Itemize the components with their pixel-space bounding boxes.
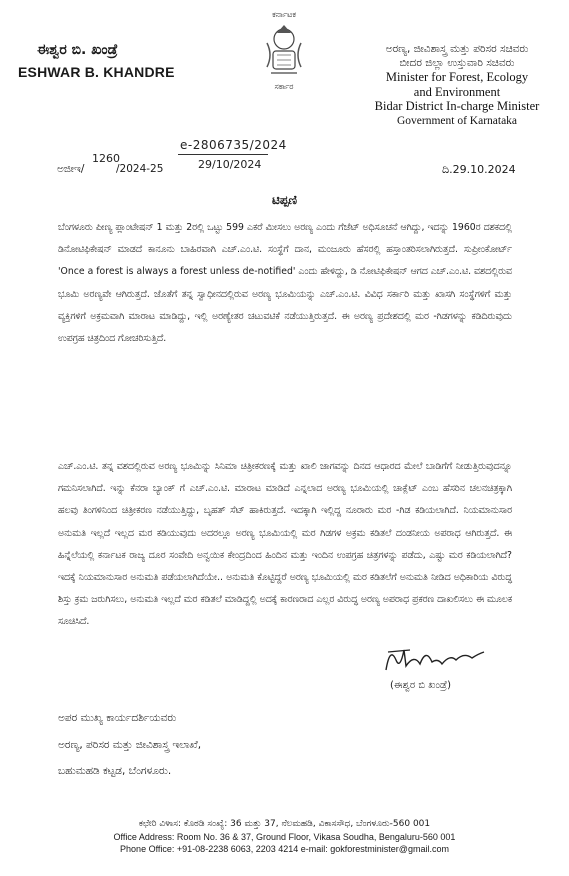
designation-english-1: Minister for Forest, Ecology <box>385 70 529 84</box>
designation-english-4: Government of Karnataka <box>396 114 518 127</box>
footer-address-kannada: ಕಛೇರಿ ವಿಳಾಸ: ಕೊಠಡಿ ಸಂಖ್ಯೆ: 36 ಮತ್ತು 37, ನೆಲಮಹಡಿ, ವಿಕಾಸಸೌಧ, ಬೆಂಗಳೂರು-560 001 <box>138 819 431 829</box>
emblem-bottom-text: ಸರ್ಕಾರ <box>274 82 294 91</box>
handwritten-underline <box>178 154 268 155</box>
designation-kannada-2: ಬೀದರ ಜಿಲ್ಲಾ ಉಸ್ತುವಾರಿ ಸಚಿವರು <box>399 57 515 69</box>
footer-office-address: Office Address: Room No. 36 & 37, Ground Floor, Vikasa Soudha, Bengaluru-560 001 <box>113 832 456 842</box>
emblem-top-text: ಕರ್ನಾಟಕ <box>272 10 296 19</box>
reference-label: ಅಜೀಇ/ <box>57 163 85 175</box>
minister-name-english: ESHWAR B. KHANDRE <box>18 64 175 80</box>
office-footer <box>0 818 569 855</box>
designation-kannada-1: ಅರಣ್ಯ, ಜೀವಿಶಾಸ್ತ್ರ ಮತ್ತು ಪರಿಸರ ಸಚಿವರು <box>385 43 529 55</box>
minister-designation <box>352 42 562 128</box>
handwritten-file-ref: e-2806735/2024 <box>180 138 287 152</box>
handwritten-date: 29/10/2024 <box>198 158 262 171</box>
designation-english-2: and Environment <box>413 84 501 99</box>
document-title: ಟಿಪ್ಪಣಿ <box>272 193 297 207</box>
signature-icon <box>380 640 490 676</box>
addressee-line-1: ಅಪರ ಮುಖ್ಯ ಕಾರ್ಯದರ್ಶಿಯವರು <box>58 712 177 724</box>
letter-date: ದಿ.29.10.2024 <box>442 163 516 176</box>
minister-name-kannada: ಈಶ್ವರ ಬಿ. ಖಂಡ್ರೆ <box>37 42 118 58</box>
designation-english-3: Bidar District In-charge Minister <box>374 99 540 113</box>
addressee-line-2: ಅರಣ್ಯ, ಪರಿಸರ ಮತ್ತು ಜೀವಿಶಾಸ್ತ್ರ ಇಲಾಖೆ, <box>58 739 202 751</box>
reference-year: /2024-25 <box>116 163 164 175</box>
karnataka-emblem-icon <box>253 5 315 97</box>
handwritten-number: 1260 <box>92 152 120 165</box>
signatory-name: (ಈಶ್ವರ ಬಿ ಖಂಡ್ರೆ) <box>390 680 452 691</box>
body-paragraph-2: ಎಚ್.ಎಂ.ಟಿ. ತನ್ನ ವಶದಲ್ಲಿರುವ ಅರಣ್ಯ ಭೂಮಿನ್ನು ಸಿನಿಮಾ ಚಿತ್ರೀಕರಣಕ್ಕೆ ಮತ್ತು ಖಾಲಿ ಜಾಗವನ್ನು ದಿನದ ಆಧಾರದ ಮೇಲೆ ಬಾಡಿಗೆಗೆ ನೀಡುತ್ತಿರುವುದನ್ನೂ ಗಮನಿಸಲಾಗಿದೆ. ಇನ್ನು ಕೆನರಾ ಬ್ಯಾಂಕ್ ಗೆ ಎಚ್.ಎಂ.ಟಿ. ಮಾರಾಟ ಮಾಡಿದೆ ಎನ್ನಲಾದ ಅರಣ್ಯ ಭೂಮಿಯಲ್ಲಿ ಚಾಕ್ಲೆಟ್ ಎಂಬ ಹೆಸರಿನ ಚಲನಚಿತ್ರಕ್ಕಾಗಿ ಹಲವು ತಿಂಗಳಿನಿಂದ ಚಿತ್ರೀಕರಣ ನಡೆಯುತ್ತಿದ್ದು, ಬೃಹತ್ ಸೆಟ್ ಹಾಕಿರುತ್ತದೆ. ಇದಕ್ಕಾಗಿ ಇಲ್ಲಿದ್ದ ನೂರಾರು ಮರ -ಗಿಡ ಕಡಿಯಲಾಗಿದೆ. ನಿಯಮಾನುಸಾರ ಅನುಮತಿ ಇಲ್ಲದೆ ಇಲ್ಲದ ಮರ ಕಡಿಯುವುದು ಅದರಲ್ಲೂ ಅರಣ್ಯ ಭೂಮಿಯಲ್ಲಿ ಮರ ಗಿಡಗಳ ಅಕ್ರಮ ಕಡಿತಲೆ ದಂಡನೀಯ ಅಪರಾಧ ಆಗಿರುತ್ತದೆ. ಈ ಹಿನ್ನೆಲೆಯಲ್ಲಿ ಕರ್ನಾಟಕ ರಾಜ್ಯ ದೂರ ಸಂವೇದಿ ಅನ್ವಯಿಕ ಕೇಂದ್ರದಿಂದ ಹಿಂದಿನ ಮತ್ತು ಇಂದಿನ ಉಪಗ್ರಹ ಚಿತ್ರಗಳನ್ನು ಪಡೆದು, ಎಷ್ಟು ಮರ ಕಡಿಯಲಾಗಿದೆ? ಇದಕ್ಕೆ ನಿಯಮಾನುಸಾರ ಅನುಮತಿ ಪಡೆಯಲಾಗಿದೆಯೇ.. ಅನುಮತಿ ಕೊಟ್ಟಿದ್ದರೆ ಅರಣ್ಯ ಭೂಮಿಯಲ್ಲಿ ಮರ ಕಡಿತಲೆಗೆ ಅನುಮತಿ ನೀಡಿದ ಅಧಿಕಾರಿಯ ವಿರುದ್ಧ ಶಿಸ್ತು ಕ್ರಮ ಜರುಗಿಸಲು, ಅನುಮತಿ ಇಲ್ಲದೆ ಮರ ಕಡಿತಲೆ ಮಾಡಿದ್ದಲ್ಲಿ ಅದಕ್ಕೆ ಕಾರಣರಾದ ಎಲ್ಲರ ವಿರುದ್ಧ ಅರಣ್ಯ ಅಪರಾಧ ಪ್ರಕರಣ ದಾಖಲಿಸಲು ಈ ಮೂಲಕ ಸೂಚಿಸಿದೆ. <box>58 461 512 628</box>
footer-phone-email: Phone Office: +91-08-2238 6063, 2203 4214 e-mail: gokforestminister@gmail.com <box>120 844 449 854</box>
body-paragraph-1: ಬೆಂಗಳೂರು ಪೀಣ್ಯ ಪ್ಲಾಂಟೇಷನ್ 1 ಮತ್ತು 2ರಲ್ಲಿ ಒಟ್ಟು 599 ಎಕರೆ ಮೀಸಲು ಅರಣ್ಯ ಎಂದು ಗೆಜೆಟ್ ಅಧಿಸೂಚನೆ ಆಗಿದ್ದು, ಇದನ್ನು 1960ರ ದಶಕದಲ್ಲಿ ಡಿನೋಟಿಫಿಕೇಷನ್ ಮಾಡದೆ ಕಾನೂನು ಬಾಹಿರವಾಗಿ ಎಚ್.ಎಂ.ಟಿ. ಸಂಸ್ಥೆಗೆ ದಾನ, ಮಂಜೂರು ಹೆಸರಲ್ಲಿ ಹಸ್ತಾಂತರಿಸಲಾಗಿರುತ್ತದೆ. ಸುಪ್ರೀಂಕೋರ್ಟ್ 'Once a forest is always a forest unless de-notified' ಎಂದು ಹೇಳಿದ್ದು, ಡಿ ನೋಟಿಫಿಕೇಷನ್ ಆಗದ ಎಚ್.ಎಂ.ಟಿ. ವಶದಲ್ಲಿರುವ ಭೂಮಿ ಅರಣ್ಯವೇ ಆಗಿರುತ್ತದೆ. ಜೊತೆಗೆ ತನ್ನ ಸ್ವಾಧೀನದಲ್ಲಿರುವ ಅರಣ್ಯ ಭೂಮಿಯನ್ನು ಎಚ್.ಎಂ.ಟಿ. ವಿವಿಧ ಸರ್ಕಾರಿ ಮತ್ತು ಖಾಸಗಿ ಸಂಸ್ಥೆಗಳಿಗೆ ಮತ್ತು ವ್ಯಕ್ತಿಗಳಿಗೆ ಅಕ್ರಮವಾಗಿ ಮಾರಾಟ ಮಾಡಿದ್ದು, ಇಲ್ಲಿ ಅರಣ್ಯೇತರ ಚಟುವಟಿಕೆ ನಡೆಯುತ್ತಿರುತ್ತದೆ. ಈ ಅರಣ್ಯ ಪ್ರದೇಶದಲ್ಲಿ ಮರ -ಗಿಡಗಳನ್ನು ಕಡಿದಿರುವುದು ಉಪಗ್ರಹ ಚಿತ್ರದಿಂದ ಗೋಚರಿಸುತ್ತಿದೆ. <box>58 222 512 345</box>
addressee-line-3: ಬಹುಮಹಡಿ ಕಟ್ಟಡ, ಬೆಂಗಳೂರು. <box>58 765 172 777</box>
